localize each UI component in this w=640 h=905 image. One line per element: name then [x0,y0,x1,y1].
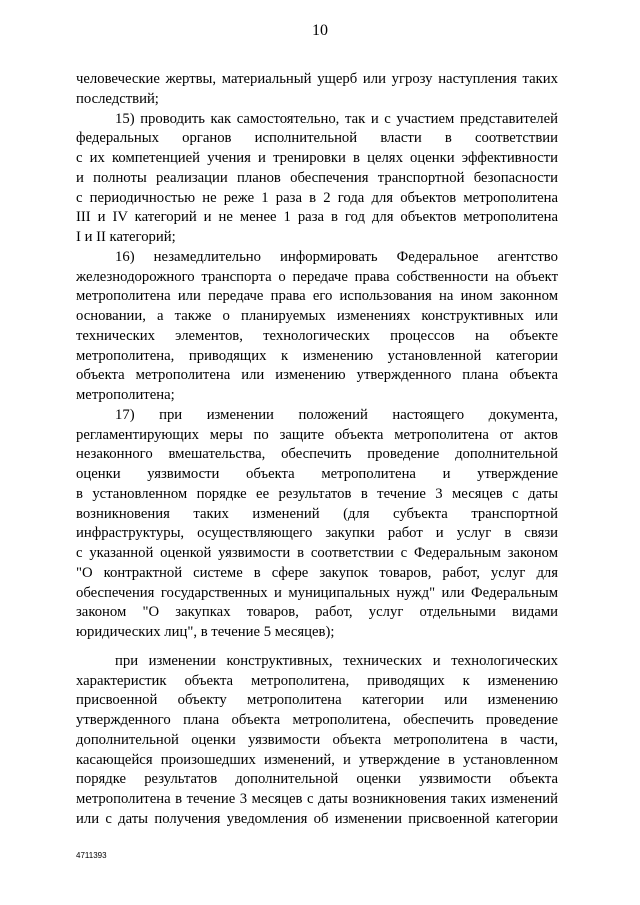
paragraph-4-line: 17) при изменении положений настоящего документа, [115,406,558,423]
paragraph-3-line: основании, а также о планируемых изменениях конструктивных или [76,308,558,324]
paragraph-5-line: касающейся произошедших изменений, и утверждение в установленном [76,751,558,768]
paragraph-2-line: и полноты реализации планов обеспечения транспортной безопасности [76,169,558,186]
paragraph-2-line: федеральных органов исполнительной власти в соответствии [76,130,558,147]
paragraph-5-line: порядке результатов дополнительной оценки уязвимости объекта [76,771,558,788]
paragraph-5-line: характеристик объекта метрополитена, приводящих к изменению [76,672,558,689]
paragraph-3-line: технических элементов, технологических процессов на объекте [76,327,558,344]
paragraph-5-line: утвержденного плана объекта метрополитена, обеспечить проведение [76,712,558,728]
paragraph-4-line: незаконного вмешательства, обеспечить проведение дополнительной [76,446,558,463]
paragraph-2-line: I и II категорий; [76,229,176,245]
paragraph-5-line: метрополитена в течение 3 месяцев с даты возникновения таких изменений [76,791,558,807]
paragraph-2-line: с периодичностью не реже 1 раза в 2 года для объектов метрополитена [76,189,558,206]
paragraph-3-line: метрополитена или передаче права его использования на ином законном [76,288,558,305]
paragraph-4-line: обеспечения государственных и муниципальных нужд" или Федеральным [76,584,558,601]
paragraph-1-line: человеческие жертвы, материальный ущерб или угрозу наступления таких [76,71,558,87]
paragraph-1-line: последствий; [76,90,159,107]
paragraph-4-line: регламентирующих меры по защите объекта метрополитена от актов [76,426,558,443]
paragraph-2-line: 15) проводить как самостоятельно, так и с участием представителей [115,110,558,127]
paragraph-4-line: оценки уязвимости объекта метрополитена и утверждение [76,466,558,482]
paragraph-5-line: или с даты получения уведомления об изменении присвоенной категории [76,810,558,827]
document-code: 4711393 [76,851,107,860]
paragraph-4-line: с указанной оценкой уязвимости в соответствии с Федеральным законом [76,545,558,561]
paragraph-2-line: III и IV категорий и не менее 1 раза в год для объектов метрополитена [76,209,558,226]
paragraph-3-line: метрополитена; [76,387,175,403]
paragraph-3-line: железнодорожного транспорта о передаче права собственности на объект [76,268,558,285]
document-body [76,70,558,830]
page-number: 10 [312,22,328,39]
paragraph-2-line: с их компетенцией учения и тренировки в целях оценки эффективности [76,150,558,166]
paragraph-5-line: присвоенной объекту метрополитена категории или изменению [76,692,558,709]
paragraph-3-line: 16) незамедлительно информировать Федеральное агентство [115,248,558,265]
paragraph-4-line: инфраструктуры, осуществляющего закупки работ и услуг в связи [76,525,558,542]
paragraph-3-line: объекта метрополитена или изменению утвержденного плана объекта [76,367,558,384]
paragraph-4-line: в установленном порядке ее результатов в течение 3 месяцев с даты [76,485,558,502]
paragraph-4-line: юридических лиц", в течение 5 месяцев); [76,624,335,640]
paragraph-5-line: при изменении конструктивных, технических и технологических [115,652,558,669]
paragraph-3-line: метрополитена, приводящих к изменению установленной категории [76,347,558,364]
paragraph-4-line: возникновения таких изменений (для субъекта транспортной [76,505,558,522]
paragraph-5-line: дополнительной оценки уязвимости объекта метрополитена в части, [76,731,558,748]
paragraph-4-line: "О контрактной системе в сфере закупок товаров, работ, услуг для [76,564,558,581]
paragraph-4-line: законом "О закупках товаров, работ, услуг отдельными видами [76,604,558,621]
